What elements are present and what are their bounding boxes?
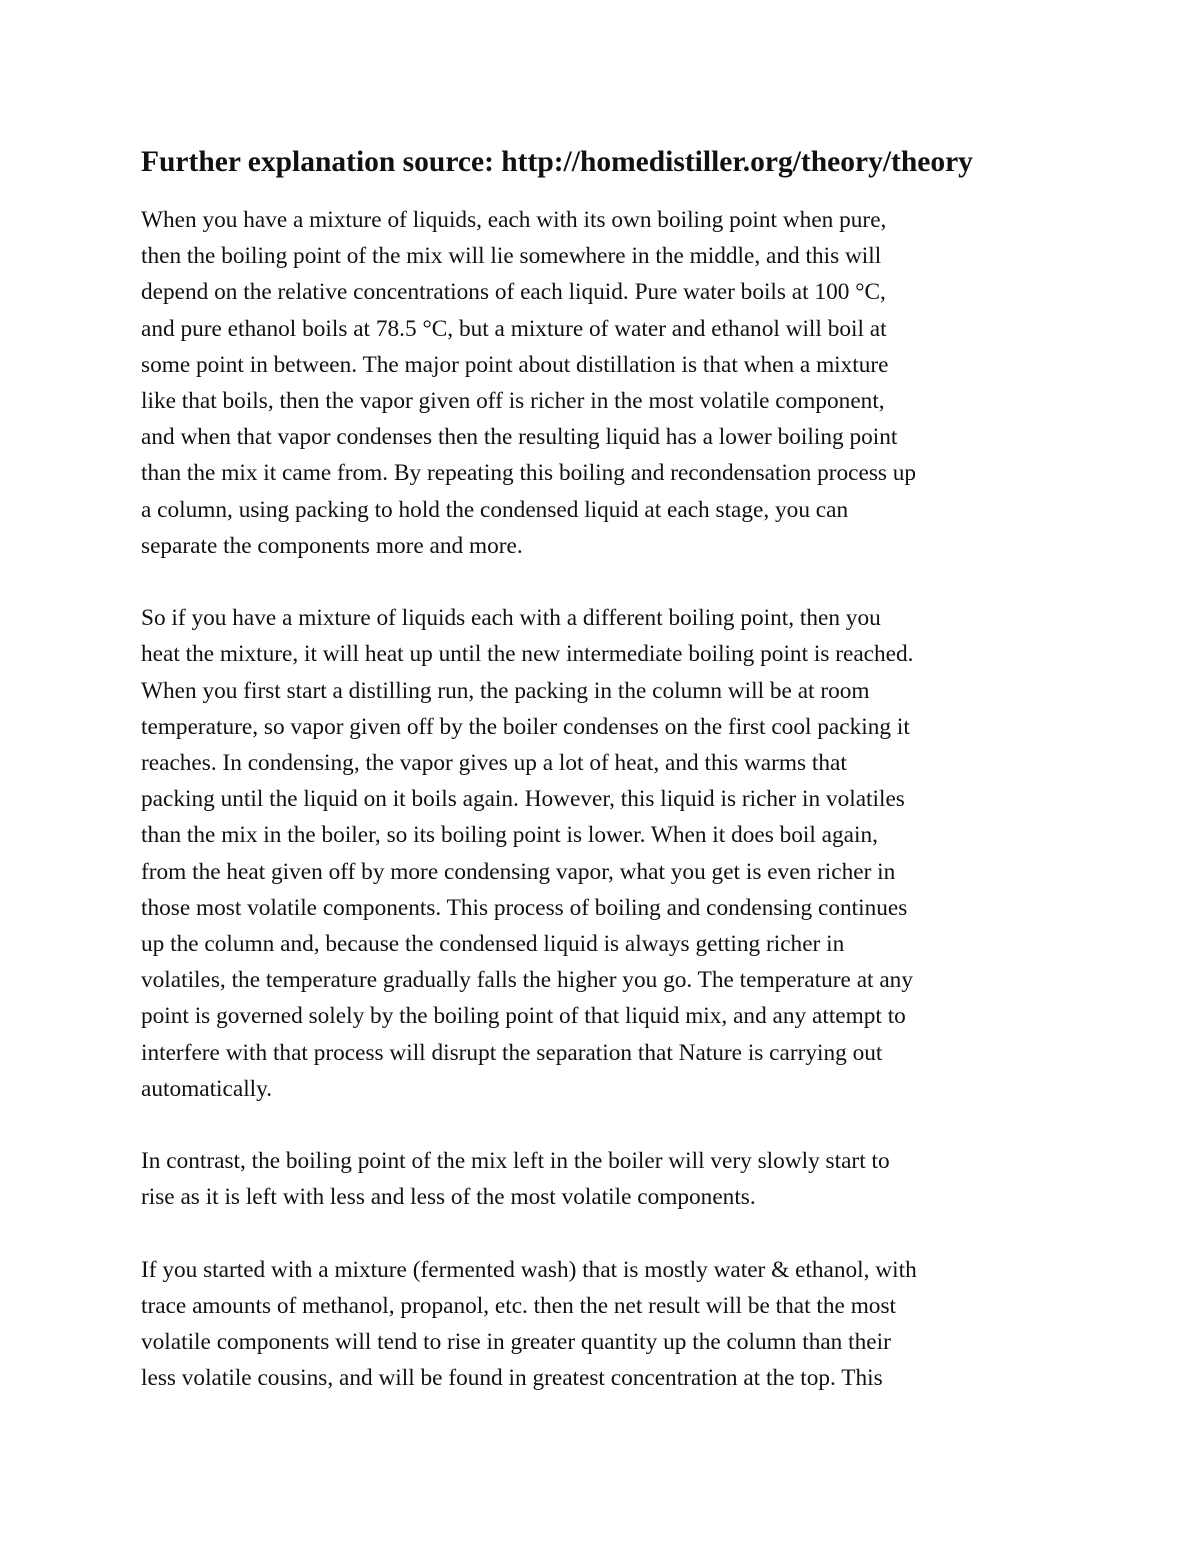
text-line: from the heat given off by more condensing vapor, what you get is even richer in [141, 858, 896, 885]
text-line: reaches. In condensing, the vapor gives up a lot of heat, and this warms that [141, 750, 847, 777]
text-line: then the boiling point of the mix will lie somewhere in the middle, and this will [141, 243, 882, 270]
paragraph-boiler-contrast [141, 1143, 1061, 1215]
text-line: rise as it is left with less and less of the most volatile components. [141, 1184, 756, 1211]
text-line: separate the components more and more. [141, 532, 523, 559]
text-line: than the mix in the boiler, so its boiling point is lower. When it does boil again, [141, 822, 878, 849]
text-line: interfere with that process will disrupt the separation that Nature is carrying out [141, 1039, 883, 1066]
text-line: temperature, so vapor given off by the boiler condenses on the first cool packing it [141, 713, 910, 740]
text-line: trace amounts of methanol, propanol, etc. then the net result will be that the most [141, 1293, 896, 1320]
page-heading: Further explanation source: http://homedistiller.org/theory/theory [141, 146, 973, 178]
text-line: like that boils, then the vapor given off is richer in the most volatile component, [141, 388, 885, 415]
text-line: and pure ethanol boils at 78.5 °C, but a mixture of water and ethanol will boil at [141, 315, 887, 342]
text-line: and when that vapor condenses then the resulting liquid has a lower boiling point [141, 424, 898, 451]
text-line: a column, using packing to hold the condensed liquid at each stage, you can [141, 496, 849, 523]
text-line: automatically. [141, 1075, 273, 1102]
text-line: If you started with a mixture (fermented wash) that is mostly water & ethanol, with [141, 1256, 917, 1283]
text-line: those most volatile components. This process of boiling and condensing continues [141, 894, 908, 921]
text-line: less volatile cousins, and will be found in greatest concentration at the top. This [141, 1365, 883, 1392]
text-line: packing until the liquid on it boils again. However, this liquid is richer in volatiles [141, 786, 905, 813]
text-line: than the mix it came from. By repeating this boiling and recondensation process up [141, 460, 917, 487]
paragraph-fermented-wash [141, 1252, 1061, 1397]
text-line: When you first start a distilling run, the packing in the column will be at room [141, 677, 870, 704]
text-line: So if you have a mixture of liquids each with a different boiling point, then you [141, 605, 881, 632]
text-line: depend on the relative concentrations of each liquid. Pure water boils at 100 °C, [141, 279, 886, 306]
text-line: some point in between. The major point about distillation is that when a mixture [141, 351, 889, 378]
document-body [141, 202, 1061, 1397]
text-line: volatile components will tend to rise in greater quantity up the column than their [141, 1329, 891, 1356]
paragraph-distillation-basics [141, 202, 1061, 564]
text-line: volatiles, the temperature gradually falls the higher you go. The temperature at any [141, 967, 913, 994]
text-line: point is governed solely by the boiling point of that liquid mix, and any attempt to [141, 1003, 906, 1030]
text-line: up the column and, because the condensed liquid is always getting richer in [141, 931, 845, 958]
text-line: When you have a mixture of liquids, each with its own boiling point when pure, [141, 207, 887, 233]
paragraph-column-process [141, 600, 1061, 1107]
text-line: In contrast, the boiling point of the mix left in the boiler will very slowly start to [141, 1148, 890, 1175]
text-line: heat the mixture, it will heat up until the new intermediate boiling point is reached. [141, 641, 914, 668]
